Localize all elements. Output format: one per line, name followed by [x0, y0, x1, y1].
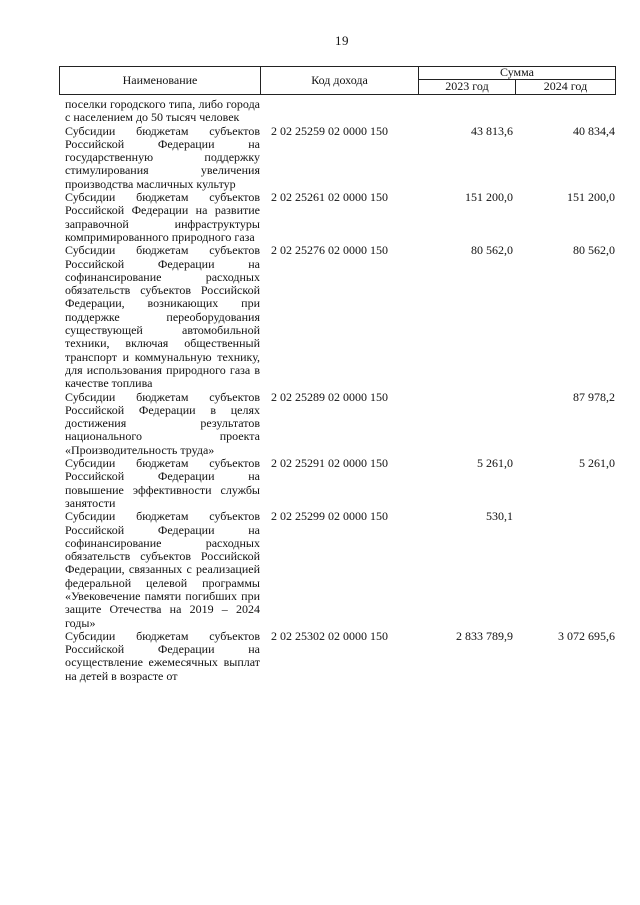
table-body: [59, 98, 616, 683]
row-name: Субсидии бюджетам субъектов Российской Федерации на софинансирование расходных обязательств субъектов Российской Федерации, связанных с реализацией федеральной целевой программы «Увековечение памяти погибших при защите Отечества на 2019 – 2024 годы»: [65, 509, 260, 630]
header-year-2023: 2023 год: [419, 80, 516, 94]
header-sum: Сумма: [419, 67, 615, 80]
row-code-text: 2 02 25291 02 0000 150: [271, 456, 388, 471]
row-value-2023: 2 833 789,9: [456, 628, 513, 643]
row-name: Субсидии бюджетам субъектов Российской Федерации на повышение эффективности службы занятости: [65, 456, 260, 510]
table-row: [59, 457, 616, 510]
row-name: Субсидии бюджетам субъектов Российской Федерации на софинансирование расходных обязательств субъектов Российской Федерации, возникающих при поддержке переоборудования существующей автомобильной техники, включая общественный транспорт и коммунальную технику, для использования природного газа в качестве топлива: [65, 243, 260, 391]
table-row: [59, 510, 616, 630]
row-value-2023: 151 200,0: [465, 190, 513, 205]
row-value-2024: 151 200,0: [567, 190, 615, 205]
revenue-table: [59, 66, 616, 683]
row-code-text: 2 02 25302 02 0000 150: [271, 628, 388, 643]
header-year-2024: 2024 год: [543, 79, 588, 94]
table-row: [59, 391, 616, 457]
row-code-text: 2 02 25299 02 0000 150: [271, 509, 388, 524]
table-header: [59, 66, 616, 95]
header-code: Код дохода: [261, 67, 419, 94]
table-row: [59, 98, 616, 125]
row-name: поселки городского типа, либо города с населением до 50 тысяч человек: [65, 97, 260, 125]
table-row: [59, 125, 616, 191]
row-code: [260, 510, 418, 523]
row-code: [260, 125, 418, 138]
row-value-2024: 80 562,0: [573, 243, 615, 258]
row-name: Субсидии бюджетам субъектов Российской Федерации на государственную поддержку стимулирования увеличения производства масличных культур: [65, 123, 260, 191]
row-name: Субсидии бюджетам субъектов Российской Федерации на развитие заправочной инфраструктуры компримированного природного газа: [65, 190, 260, 244]
row-value-2023: 43 813,6: [471, 123, 513, 138]
row-value-2024: 5 261,0: [579, 456, 615, 471]
row-value-2024: 3 072 695,6: [558, 628, 615, 643]
row-code: [260, 391, 418, 404]
page-number: 19: [335, 33, 349, 48]
row-value-2023: 80 562,0: [471, 243, 513, 258]
row-code: [260, 630, 418, 643]
row-code: [260, 98, 418, 111]
table-row: [59, 191, 616, 244]
row-value-2024: 40 834,4: [573, 123, 615, 138]
row-value-2024: 87 978,2: [573, 389, 615, 404]
row-code-text: 2 02 25259 02 0000 150: [271, 123, 388, 138]
header-name: Наименование: [60, 67, 261, 94]
row-code-text: 2 02 25289 02 0000 150: [271, 389, 388, 404]
row-code: [260, 244, 418, 257]
row-code: [260, 457, 418, 470]
row-code-text: 2 02 25276 02 0000 150: [271, 243, 388, 258]
row-name: Субсидии бюджетам субъектов Российской Федерации в целях достижения результатов национального проекта «Производительность труда»: [65, 389, 260, 457]
row-name: Субсидии бюджетам субъектов Российской Федерации на осуществление ежемесячных выплат на детей в возрасте от: [65, 628, 260, 683]
table-row: [59, 244, 616, 390]
row-value-2023: 530,1: [486, 509, 513, 524]
table-row: [59, 630, 616, 683]
row-code-text: 2 02 25261 02 0000 150: [271, 190, 388, 205]
row-code: [260, 191, 418, 204]
row-value-2023: 5 261,0: [477, 456, 513, 471]
